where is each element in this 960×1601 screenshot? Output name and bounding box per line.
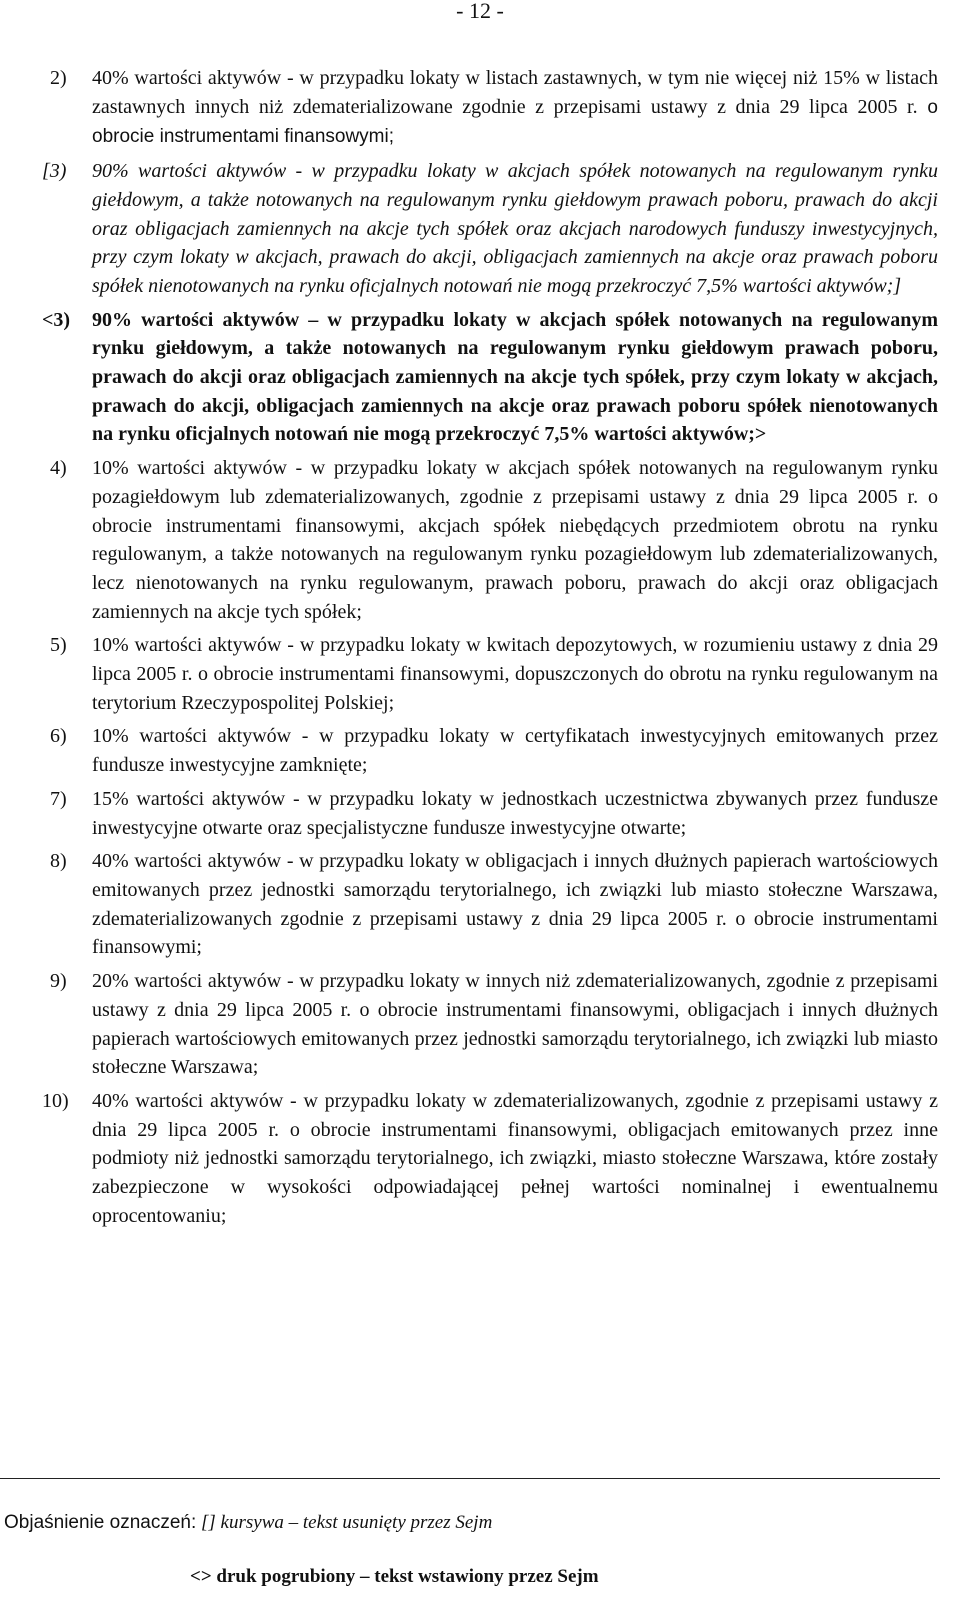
list-item xyxy=(42,306,938,450)
footnote-divider xyxy=(0,1478,940,1479)
item-number: <3) xyxy=(42,308,71,331)
item-number: 2) xyxy=(50,67,67,89)
item-text-main: 90% wartości aktywów – w przypadku lokaty w akcjach spółek notowanych na regulowanym rynku giełdowym, a także notowanych na regulowanym rynku giełdowym prawach poboru, prawach do akcji oraz obligacjach zamiennych na akcje tych spółek, przy czym lokaty w akcjach, prawach do akcji, obligacjach zamiennych na akcje oraz prawach poboru spółek nienotowanych na rynku oficjalnych notowań nie mogą przekroczyć 7,5% wartości aktywów;> xyxy=(92,308,938,446)
item-text xyxy=(92,785,938,842)
item-number: [3) xyxy=(42,160,67,183)
legend-label: Objaśnienie oznaczeń: xyxy=(4,1512,197,1533)
item-text-main: 10% wartości aktywów - w przypadku lokaty w akcjach spółek notowanych na regulowanym rynku pozagiełdowym lub zdematerializowanych, zgodnie z przepisami ustawy z dnia 29 lipca 2005 r. o obrocie instrumentami finansowymi, akcjach spółek niebędących przedmiotem obrotu na rynku regulowanym, a także notowanych na regulowanym rynku pozagiełdowym lub zdematerializowanych, lecz nienotowanych na rynku regulowanym, prawach poboru, prawach do akcji oraz obligacjach zamiennych na akcje tych spółek; xyxy=(92,457,938,623)
item-text-main: 90% wartości aktywów - w przypadku lokaty w akcjach spółek notowanych na regulowanym rynku giełdowym, a także notowanych na regulowanym rynku giełdowym prawach poboru, prawach do akcji oraz obligacjach zamiennych na akcje tych spółek oraz akcjach narodowych funduszy inwestycyjnych, przy czym lokaty w akcjach, prawach do akcji, obligacjach zamiennych na akcje oraz prawach poboru spółek nienotowanych na rynku oficjalnych notowań nie mogą przekroczyć 7,5% wartości aktywów;] xyxy=(92,160,938,297)
list-item xyxy=(50,847,938,962)
list-item xyxy=(42,157,938,301)
legend-deleted-line xyxy=(4,1512,492,1534)
item-number: 8) xyxy=(50,850,67,873)
enumerated-list xyxy=(42,64,938,1235)
list-item xyxy=(50,722,938,779)
list-item xyxy=(50,967,938,1082)
list-item xyxy=(50,64,938,152)
item-text-main: 15% wartości aktywów - w przypadku lokaty w jednostkach uczestnictwa zbywanych przez fundusze inwestycyjne otwarte oraz specjalistyczne fundusze inwestycyjne otwarte; xyxy=(92,787,938,839)
item-text-main: 40% wartości aktywów - w przypadku lokaty w obligacjach i innych dłużnych papierach wartościowych emitowanych przez jednostki samorządu terytorialnego, ich związki lub miasto stołeczne Warszawa, zdematerializowanych zgodnie z przepisami ustawy z dnia 29 lipca 2005 r. o obrocie instrumentami finansowymi; xyxy=(92,850,938,959)
item-text-main: 10% wartości aktywów - w przypadku lokaty w kwitach depozytowych, w rozumieniu ustawy z dnia 29 lipca 2005 r. o obrocie instrumentami finansowymi, dopuszczonych do obrotu na rynku regulowanym na terytorium Rzeczypospolitej Polskiej; xyxy=(92,634,938,714)
item-text xyxy=(92,631,938,717)
item-text-tail: o obrocie instrumentami finansowymi; xyxy=(92,96,938,148)
item-number: 4) xyxy=(50,457,67,480)
item-text xyxy=(92,157,938,301)
legend-inserted-text: <> druk pogrubiony – tekst wstawiony przez Sejm xyxy=(190,1566,599,1587)
item-number: 6) xyxy=(50,725,67,748)
item-text xyxy=(92,847,938,962)
list-item xyxy=(50,785,938,842)
list-item xyxy=(50,454,938,626)
item-text-main: 40% wartości aktywów - w przypadku lokaty w listach zastawnych, w tym nie więcej niż 15% w listach zastawnych innych niż zdematerializowane zgodnie z przepisami ustawy z dnia 29 lipca 2005 r. xyxy=(92,67,938,118)
page-number: - 12 - xyxy=(456,0,504,23)
item-text-main: 40% wartości aktywów - w przypadku lokaty w zdematerializowanych, zgodnie z przepisami ustawy z dnia 29 lipca 2005 r. o obrocie instrumentami finansowymi, obligacjach emitowanych przez inne podmioty niż jednostki samorządu terytorialnego, ich związki, miasto stołeczne Warszawa, które zostały zabezpieczone w wysokości odpowiadającej pełnej wartości nominalnej i ewentualnemu oprocentowaniu; xyxy=(92,1089,938,1227)
list-item xyxy=(42,1087,938,1231)
item-text xyxy=(92,306,938,450)
item-text xyxy=(92,722,938,779)
item-text-main: 20% wartości aktywów - w przypadku lokaty w innych niż zdematerializowanych, zgodnie z przepisami ustawy z dnia 29 lipca 2005 r. o obrocie instrumentami finansowymi, obligacjach i innych dłużnych papierach wartościowych emitowanych przez jednostki samorządu terytorialnego, ich związki lub miasto stołeczne Warszawa; xyxy=(92,970,938,1079)
list-item xyxy=(50,631,938,717)
item-text-main: 10% wartości aktywów - w przypadku lokaty w certyfikatach inwestycyjnych emitowanych przez fundusze inwestycyjne zamknięte; xyxy=(92,725,938,777)
item-number: 10) xyxy=(42,1089,69,1112)
item-number: 5) xyxy=(50,634,67,657)
legend-deleted-text: [] kursywa – tekst usunięty przez Sejm xyxy=(201,1512,493,1533)
item-number: 9) xyxy=(50,970,67,993)
item-text xyxy=(92,1087,938,1231)
item-text xyxy=(92,967,938,1082)
item-text xyxy=(92,454,938,626)
item-text xyxy=(92,64,938,152)
item-number: 7) xyxy=(50,787,67,810)
